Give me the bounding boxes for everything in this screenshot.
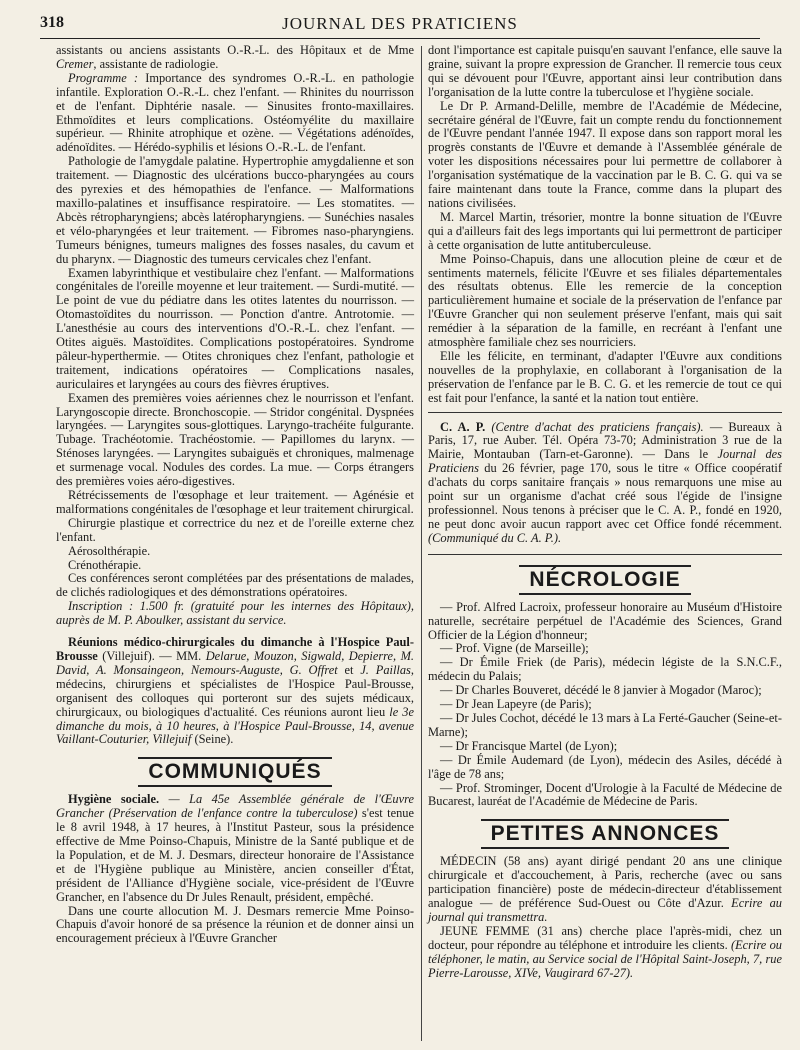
page-header <box>40 12 760 39</box>
necrologie-item: — Dr Jules Cochot, décédé le 13 mars à La Ferté-Gaucher (Seine-et-Marne); <box>428 710 782 739</box>
paragraph: Le Dr P. Armand-Delille, membre de l'Académie de Médecine, secrétaire général de l'Œuvre, fait un compte rendu du fonctionnement de l'Œuvre pendant l'année 1947. Il expose dans son rapport moral les progrès constants de l'Œuvre et demande à l'Assemblée générale de voter les dispositions nécessaires pour lui permettre de collaborer à l'organisation systématique de la vaccination par le B. C. G. qui va se faire maintenant dans toute la France, comme dans la plupart des nations civilisées. <box>428 98 782 210</box>
reunions-title: Réunions médico-chirurgicales du dimanche à l'Hospice Paul-Brousse <box>56 635 414 663</box>
inscription-paragraph: Inscription : 1.500 fr. (gratuité pour les internes des Hôpitaux), auprès de M. P. Aboulker, assistant du service. <box>56 599 414 628</box>
column-divider <box>421 46 422 1041</box>
necrologie-item: — Prof. Strominger, Docent d'Urologie à la Faculté de Médecine de Bucarest, lauréat de l'Académie de Médecine de Paris. <box>428 780 782 809</box>
paragraph: Crénothérapie. <box>68 557 142 572</box>
paragraph: Ces conférences seront complétées par des présentations de malades, de clichés radiologiques et des démonstrations opératoires. <box>56 571 414 600</box>
paragraph: Examen des premières voies aériennes chez le nourrisson et l'enfant. Laryngoscopie directe. Bronchoscopie. — Stridor congénital. Dyspnées laryngées. — Laryngites sous-glottiques. Laryngo-trachéite fulgurante. Tubage. Trachéotomie. Trachéostomie. — Papillomes du larynx. — Sténoses laryngées. — Laryngites subaiguës et chroniques, malmenage et surmenage vocal. Nodules des cordes. La mue. — Corps étrangers des premières voies aéro-digestives. <box>56 390 414 489</box>
annonces-heading: PETITES ANNONCES <box>428 819 782 849</box>
paragraph: Dans une courte allocution M. J. Desmars remercie Mme Poinso-Chapuis d'avoir honoré de sa présence la réunion et de donner ainsi un encouragement précieux à l'Œuvre Grancher <box>56 903 414 946</box>
paragraph: Examen labyrinthique et vestibulaire chez l'enfant. — Malformations congénitales de l'oreille moyenne et leur traitement. — Surdi-mutité. — Le point de vue du pédiatre dans les otites latentes du nourrisson. — Otomastoïdites du nourrisson. — Ponction d'antre. Antrotomie. — L'anesthésie au cours des interventions d'O.-R.-L. chez l'enfant. — Otites aiguës. Mastoïdites. Complications postopératoires. Syndrome pâleur-hyperthermie. — Otites chroniques chez l'enfant, pathologie et traitement, indications opératoires — Complications nasales, auriculaires et laryngées au cours des fièvres éruptives. <box>56 265 414 391</box>
programme-paragraph: Programme : Importance des syndromes O.-R.-L. en pathologie infantile. Exploration O.-R.-L. chez l'enfant. — Rhinites du nourrisson et de l'enfant. Diphtérie nasale. — Sinusites fronto-maxillaires. Ethmoïdites et leurs complications. Ostéomyélite du maxillaire supérieur. — Rhinite atrophique et ozène. — Végétations adénoïdes, adénoïdites. — Hérédo-syphilis et lésions O.-R.-L. de l'enfant. <box>56 70 414 155</box>
paragraph: M. Marcel Martin, trésorier, montre la bonne situation de l'Œuvre qui a d'ailleurs fait des legs importants qui lui permettront de participer à cette organisation de lutte antituberculeuse. <box>428 209 782 252</box>
communiques-heading: COMMUNIQUÉS <box>56 757 414 787</box>
necrologie-list <box>428 601 782 810</box>
journal-title: JOURNAL DES PRATICIENS <box>282 14 518 33</box>
necrologie-item: — Dr Émile Audemard (de Lyon), médecin des Asiles, décédé à l'âge de 78 ans; <box>428 752 782 781</box>
paragraph: Elle les félicite, en terminant, d'adapter l'Œuvre aux conditions nouvelles de la prophylaxie, en collaborant à l'organisation de la préservation de l'enfance par le B. C. G. et les remercie de tout ce qui est fait pour l'enfance, la santé et la nation tout entière. <box>428 348 782 405</box>
annonce-item: MÉDECIN (58 ans) ayant dirigé pendant 20 ans une clinique chirurgicale et d'accouchement, à Paris, recherche (avec ou sans participation financière) poste de médecin-directeur d'établissement analogue — de préférence Sud-Ouest ou Côte d'Azur. Ecrire au journal qui transmettra. <box>428 854 782 924</box>
right-column <box>428 44 782 980</box>
necrologie-item: — Prof. Vigne (de Marseille); <box>440 641 589 656</box>
cap-notice <box>428 412 782 546</box>
necrologie-heading: NÉCROLOGIE <box>428 565 782 595</box>
paragraph: Aérosolthérapie. <box>68 543 151 558</box>
annonce-item: JEUNE FEMME (31 ans) cherche place l'après-midi, chez un docteur, pour répondre au téléphone et introduire les clients. (Ecrire ou téléphoner, le matin, au Service social de l'Hôpital Saint-Joseph, 7, rue Pierre-Larousse, XIVe, Vaugirard 67-27). <box>428 923 782 980</box>
necrologie-item: — Dr Émile Friek (de Paris), médecin légiste de la S.N.C.F., médecin du Palais; <box>428 655 782 684</box>
paragraph: Pathologie de l'amygdale palatine. Hypertrophie amygdalienne et son traitement. — Diagnostic des ulcérations bucco-pharyngées au cours des pyrexies et des hémopathies de l'enfance. — Malformations maxillo-palatines et insuffisance respiratoire. — Les stomatites. — Abcès rétropharyngiens; abcès latéropharyngiens. — Sunéchies nasales et vélo-pharyngées et leur traitement. — Fibromes naso-pharyngiens. Tumeurs bénignes, tumeurs malignes des fosses nasales, du cavum et du pharynx. — Diagnostic des tumeurs cervicales chez l'enfant. <box>56 154 414 266</box>
paragraph: dont l'importance est capitale puisqu'en sauvant l'enfance, elle sauve la graine, suivant la propre expression de Grancher. Il remercie tous ceux qui se dévouent pour l'Œuvre, apportant ainsi leur contribution dans l'organisation de la lutte contre la tuberculose et l'hygiène sociale. <box>428 43 782 99</box>
necrologie-item: — Prof. Alfred Lacroix, professeur honoraire au Muséum d'Histoire naturelle, secrétaire perpétuel de l'Académie des Sciences, Grand Officier de la Légion d'honneur; <box>428 599 782 642</box>
programme-label: Programme : <box>68 70 139 85</box>
reunions-paragraph: Réunions médico-chirurgicales du dimanche à l'Hospice Paul-Brousse (Villejuif). — MM. Delarue, Mouzon, Sigwald, Depierre, M. David, A. Monsaingeon, Nemours-Auguste, G. Offret et J. Paillas, médecins, chirurgiens et spécialistes de l'Hospice Paul-Brousse, organisent des colloques qui porteront sur des sujets médicaux, chirurgicaux, ou biologiques d'actualité. Ces réunions auront lieu le 3e dimanche du mois, à 10 heures, à l'Hospice Paul-Brousse, 14, avenue Vaillant-Couturier, Villejuif (Seine). <box>56 635 414 747</box>
page-number: 318 <box>40 14 64 31</box>
cap-title: C. A. P. <box>440 419 486 434</box>
cap-paragraph: C. A. P. (Centre d'achat des praticiens français). — Bureaux à Paris, 17, rue Auber. Tél. Opéra 73-70; Administration 3 rue de la Mairie, Montauban (Tarn-et-Garonne). — Dans le Journal des Praticiens du 26 février, page 170, sous le titre « Office coopératif d'achats du corps sanitaire français » nous remarquons une mise au point sur un organisme d'achat créé sous l'égide de l'insigne professionnel. Nous tenons à préciser que le C. A. P., fondé en 1920, ne peut donc avoir aucun rapport avec cet Office fondé récemment. (Communiqué du C. A. P.). <box>428 419 782 545</box>
paragraph: Mme Poinso-Chapuis, dans une allocution pleine de cœur et de sentiments maternels, félicite l'Œuvre et ses filiales départementales des résultats obtenus. Elle les remercie de la conception particulièrement humaine et sociale de la préservation de l'enfance par l'Œuvre Grancher qui non seulement préserve l'enfant, mais qui sait remédier à la séparation de la famille, en recréant à l'enfant une atmosphère familiale chez ses nourriciers. <box>428 251 782 350</box>
left-column <box>56 44 414 946</box>
necrologie-item: — Dr Jean Lapeyre (de Paris); <box>440 697 592 712</box>
hygiene-title: Hygiène sociale. <box>68 792 160 807</box>
necrologie-item: — Dr Charles Bouveret, décédé le 8 janvier à Mogador (Maroc); <box>440 683 762 698</box>
necrologie-item: — Dr Francisque Martel (de Lyon); <box>440 738 618 753</box>
paragraph: Rétrécissements de l'œsophage et leur traitement. — Agénésie et malformations congénitales de l'œsophage et leur traitement chirurgical. <box>56 488 414 516</box>
paragraph: Chirurgie plastique et correctrice du nez et de l'oreille externe chez l'enfant. <box>56 515 414 544</box>
paragraph: assistants ou anciens assistants O.-R.-L. des Hôpitaux et de Mme Cremer, assistante de radiologie. <box>56 43 414 71</box>
divider <box>428 554 782 555</box>
hygiene-paragraph: Hygiène sociale. — La 45e Assemblée générale de l'Œuvre Grancher (Préservation de l'enfance contre la tuberculose) s'est tenue le 8 avril 1948, à 17 heures, à l'Institut Pasteur, sous la présidence effective de Mme Poinso-Chapuis, Ministre de la Santé publique et de la Population, et de M. J. Desmars, directeur honoraire de l'Assistance et de l'Hygiène publique au Ministère, ancien conseiller d'État, président de l'Alliance d'Hygiène sociale, vice-président de l'Œuvre Grancher, en l'absence du Dr Jules Renault, président, empêché. <box>56 792 414 904</box>
